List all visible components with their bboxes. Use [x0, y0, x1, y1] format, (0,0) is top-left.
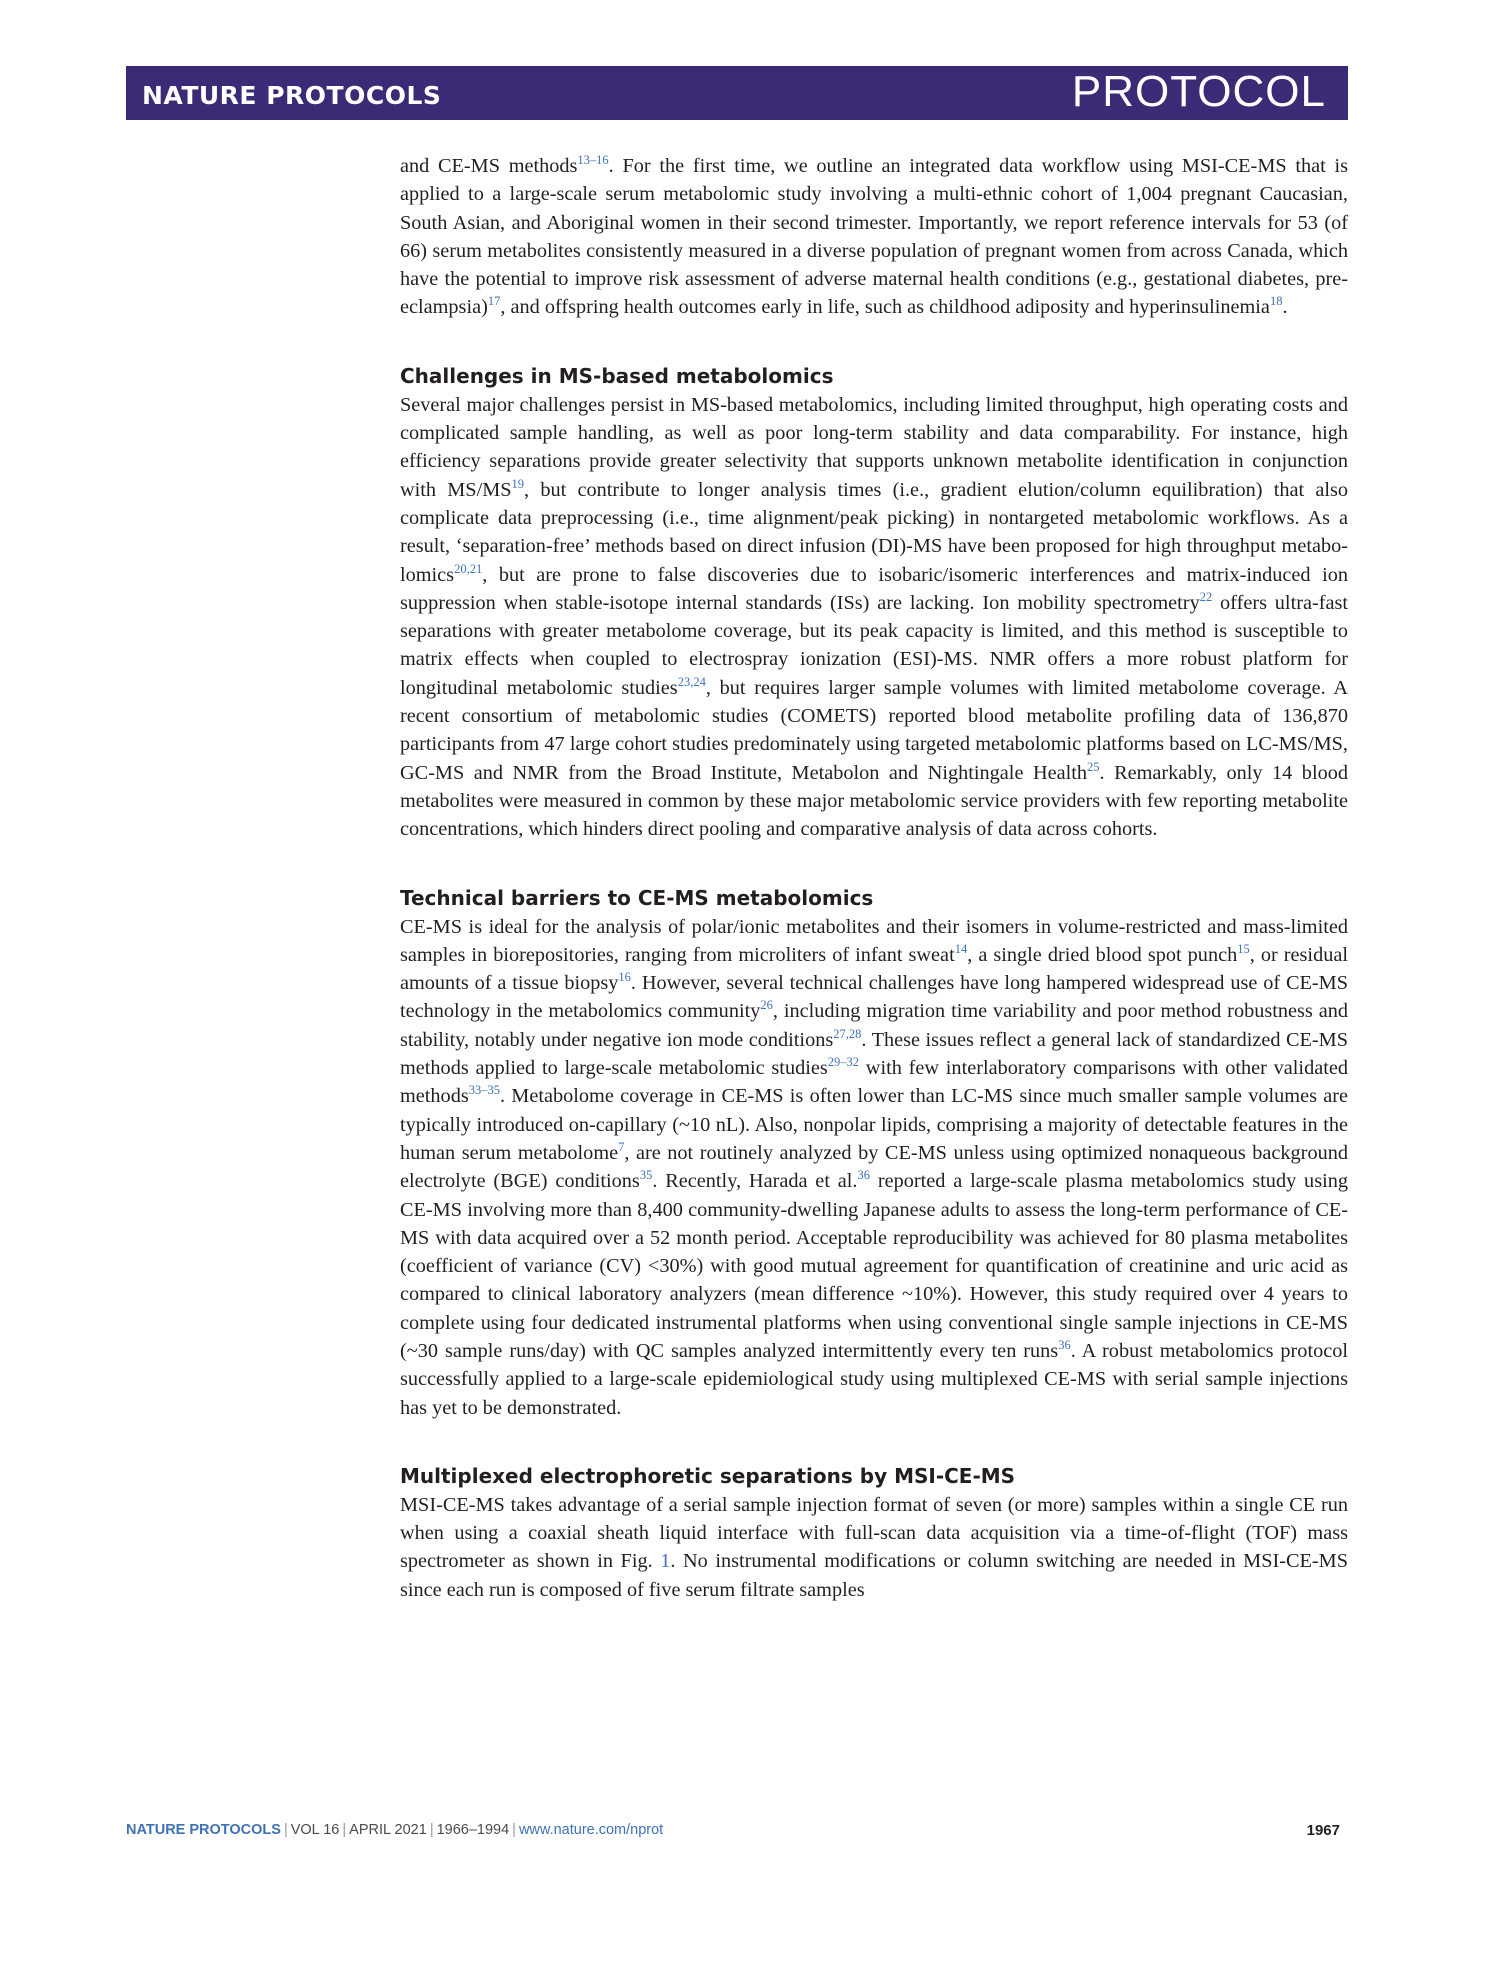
citation-link[interactable]: 29–32: [827, 1055, 860, 1070]
footer-date: APRIL 2021: [349, 1822, 427, 1838]
footer-pages: 1966–1994: [436, 1822, 510, 1838]
citation-link[interactable]: 25: [1087, 759, 1100, 774]
citation-link[interactable]: 13–16: [577, 153, 609, 167]
citation-link[interactable]: 14: [954, 941, 968, 956]
header-bar: [126, 66, 1348, 120]
citation-link[interactable]: 15: [1237, 941, 1250, 956]
citation-link[interactable]: 19: [511, 476, 525, 491]
citation-link[interactable]: 7: [618, 1139, 625, 1154]
citation-link[interactable]: 23,24: [677, 674, 706, 689]
citation-link[interactable]: 27,28: [833, 1026, 862, 1041]
technical-barriers-paragraph: CE-MS is ideal for the analysis of polar/ionic metabolites and their isomers in volume-restricted and mass-limited samples in biorepositories, ranging from microliters of infant sweat$^{14}$, a single dried blood spot punch$^{15}$, or residual amounts of a tissue biopsy$^{16}$. However, several technical challenges have long hampered widespread use of CE-MS technology in the metabolomics community$^{26}$, including migration time variability and poor method robustness and stability, notably under negative ion mode conditions$^{27,28}$. These issues reflect a general lack of standardized CE-MS methods applied to large-scale metabolomic studies$^{29-32}$ with few interlaboratory comparisons with other validated methods$^{33-35}$. Metabolome coverage in CE-MS is often lower than LC-MS since much smaller sample volumes are typically introduced on-capillary (~10 nL). Also, nonpolar lipids, comprising a majority of detectable features in the human serum metabolome$^7$, are not routinely analyzed by CE-MS unless using optimized nonaqueous background electrolyte (BGE) conditions$^{35}$. Recently, Harada et al.$^{36}$ reported a large-scale plasma metabolomics study using CE-MS involving more than 8,400 community-dwelling Japanese adults to assess the long-term performance of CE-MS with data acquired over a 52 month period. Acceptable reproducibility was achieved for 80 plasma metabolites (coefficient of variance (CV) <30%) with good mutual agreement for quantification of creatinine and uric acid as compared to clinical laboratory analyzers (mean difference ~10%). However, this study required over 4 years to complete using four dedicated instrumental platforms when using conventional single sample injections in CE-MS (~30 sample runs/day) with QC samples analyzed intermittently every ten runs$^{36}$. A robust metabolomics protocol successfully applied to a large-scale epidemiological study using multiplexed CE-MS with serial sample injections has yet to be demonstrated.: [400, 915, 1349, 1419]
citation-link[interactable]: 33–35: [468, 1083, 500, 1098]
section-heading-msi-ce-ms: Multiplexed electrophoretic separations by MSI-CE-MS: [400, 1463, 1016, 1488]
footer-journal: NATURE PROTOCOLS: [126, 1822, 281, 1838]
citation-link[interactable]: 18: [1269, 294, 1283, 309]
citation-link[interactable]: 17: [487, 294, 501, 309]
page-number: 1967: [1306, 1822, 1340, 1839]
citation-link[interactable]: 22: [1199, 589, 1213, 604]
intro-paragraph: and CE-MS methods$^{13-16}$. For the first time, we outline an integrated data workflow using MSI-CE-MS that is applied to a large-scale serum metabolomic study involving a multi-ethnic cohort of 1,004 pregnant Caucasian, South Asian, and Aboriginal women in their second trimester. Importantly, we report reference intervals for 53 (of 66) serum metabolites consistently measured in a diverse population of pregnant women from across Canada, which have the potential to improve risk assessment of adverse maternal health conditions (e.g., gestational diabetes, pre-eclampsia)$^{17}$, and offspring health outcomes early in life, such as childhood adiposity and hyperinsulinemia$^{18}$.: [400, 153, 1348, 319]
journal-name: NATURE PROTOCOLS: [142, 81, 442, 110]
section-heading-technical-barriers: Technical barriers to CE-MS metabolomics: [400, 885, 874, 910]
citation-link[interactable]: 26: [760, 998, 773, 1013]
citation-link[interactable]: 16: [618, 970, 631, 985]
footer-url-link[interactable]: www.nature.com/nprot: [518, 1822, 664, 1838]
section-heading-challenges: Challenges in MS-based metabolomics: [400, 363, 834, 388]
article-body: [400, 152, 1348, 1604]
citation-link[interactable]: 20,21: [454, 561, 483, 576]
msi-ce-ms-paragraph: MSI-CE-MS takes advantage of a serial sample injection format of seven (or more) samples within a single CE run when using a coaxial sheath liquid interface with full-scan data acquisition via a time-of-flight (TOF) mass spectrometer as shown in Fig. 1. No instrumental modifications or column switching are needed in MSI-CE-MS since each run is composed of five serum filtrate samples: [400, 1493, 1348, 1601]
footer-volume: VOL 16: [290, 1822, 340, 1838]
citation-link[interactable]: 36: [857, 1168, 870, 1183]
figure-link[interactable]: 1: [660, 1550, 671, 1573]
article-type-label: PROTOCOL: [1071, 67, 1326, 116]
citation-link[interactable]: 36: [1058, 1337, 1071, 1352]
page-footer: NATURE PROTOCOLS | VOL 16 | APRIL 2021 | 1966–1994 | www.nature.com/nprot 1967: [126, 1822, 1340, 1839]
citation-link[interactable]: 35: [639, 1168, 653, 1183]
challenges-paragraph: Several major challenges persist in MS-based metabolomics, including limited throughput, high operating costs and complicated sample handling, as well as poor long-term stability and data comparability. For instance, high efficiency separations provide greater selectivity that supports unknown metabolite identification in conjunction with MS/MS$^{19}$, but contribute to longer analysis times (i.e., gradient elution/column equilibration) that also complicate data preprocessing (i.e., time alignment/peak picking) in nontargeted metabolomic workflows. As a result, ‘separation-free’ methods based on direct infusion (DI)-MS have been proposed for high throughput metabolomics$^{20,21}$, but are prone to false discoveries due to isobaric/isomeric interferences and matrix-induced ion suppression when stable-isotope internal standards (ISs) are lacking. Ion mobility spectrometry$^{22}$ offers ultra-fast separations with greater metabolome coverage, but its peak capacity is limited, and this method is susceptible to matrix effects when coupled to electrospray ionization (ESI)-MS. NMR offers a more robust platform for longitudinal metabolomic studies$^{23,24}$, but requires larger sample volumes with limited metabolome coverage. A recent consortium of metabolomic studies (COMETS) reported blood metabolite profiling data of 136,870 participants from 47 large cohort studies predominately using targeted metabolomic platforms based on LC-MS/MS, GC-MS and NMR from the Broad Institute, Metabolon and Nightingale Health$^{25}$. Remarkably, only 14 blood metabolites were measured in common by these major metabolomic service providers with few reporting metabolite concentrations, which hinders direct pooling and comparative analysis of data across cohorts.: [400, 393, 1348, 841]
